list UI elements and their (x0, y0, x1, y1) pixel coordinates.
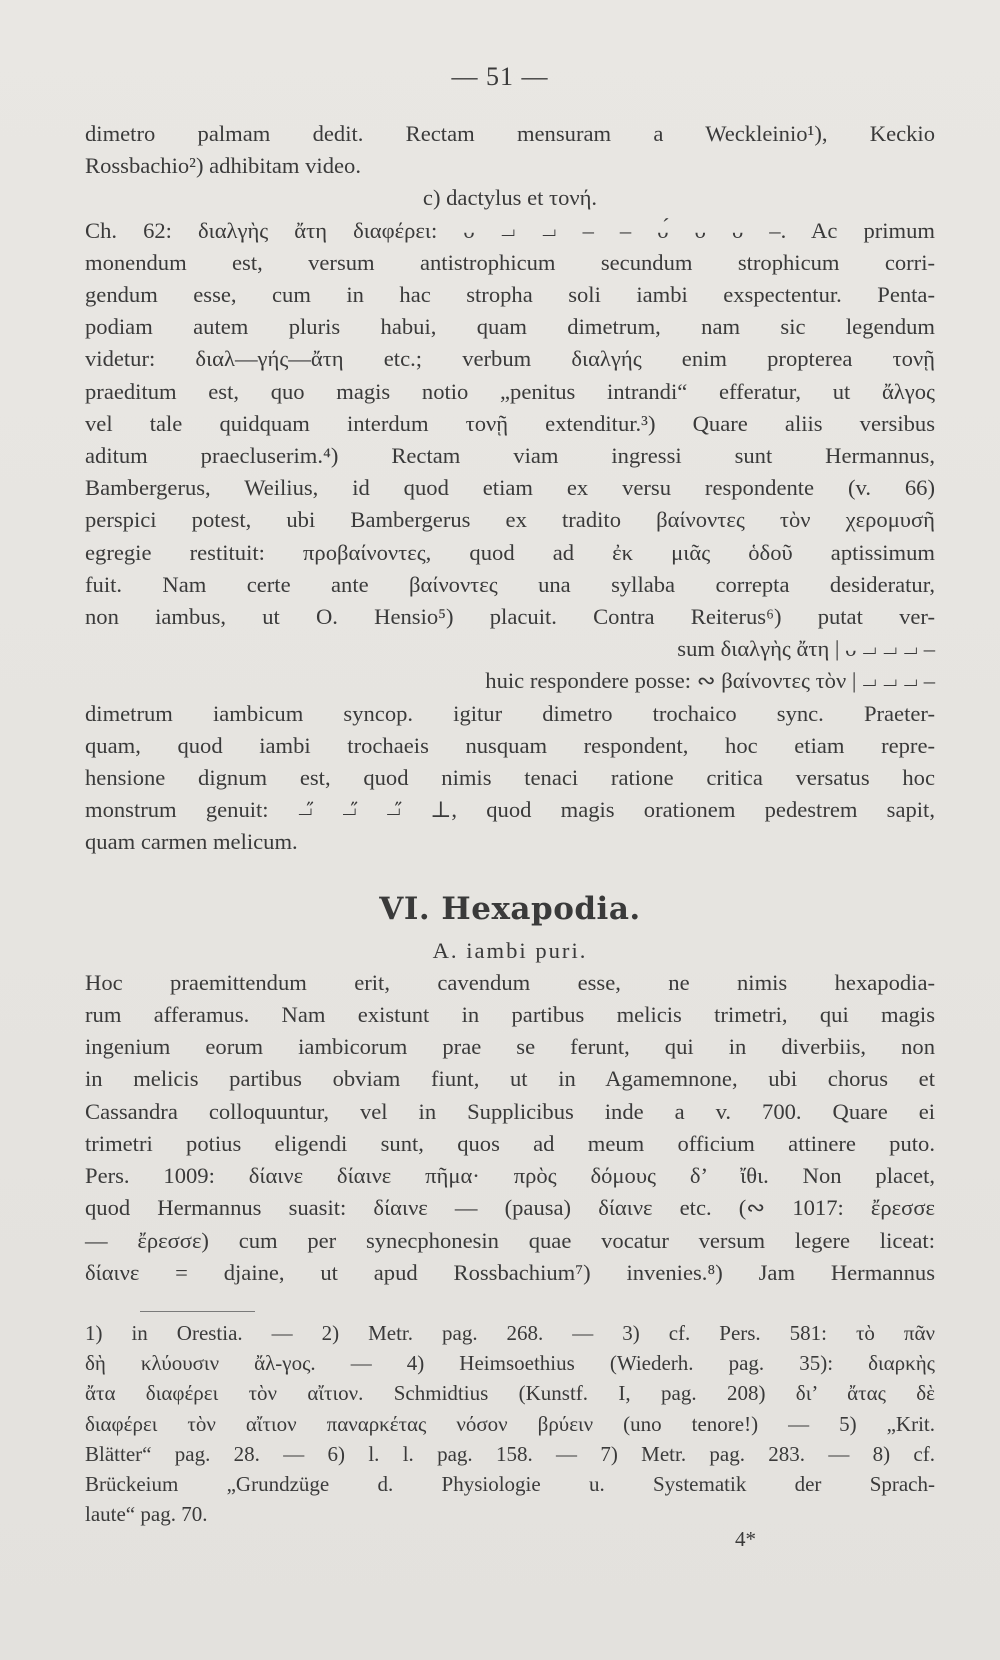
text-line: monstrum genuit: ⏗̋ ⏗̋ ⏗̋ ⊥, quod magis orationem pedestrem sapit, (85, 797, 935, 823)
text-line: ingenium eorum iambicorum prae se ferunt, qui in diverbiis, non (85, 1034, 935, 1060)
footnotes (85, 1318, 935, 1529)
text-line: in melicis partibus obviam fiunt, ut in Agamemnone, ubi chorus et (85, 1066, 935, 1092)
text-line: quam carmen melicum. (85, 829, 298, 855)
footnote-line: διαφέρει τὸν αἴτιον παναρκέτας νόσον βρύειν (uno tenore!) — 5) „Krit. (85, 1411, 935, 1436)
text-line: vel tale quidquam interdum τονῇ extenditur.³) Quare aliis versibus (85, 410, 935, 436)
text-line: Hoc praemittendum erit, cavendum esse, ne nimis hexapodia- (85, 969, 935, 995)
subsection-title: c) dactylus et τονή. (422, 185, 598, 211)
metrical-scheme-line: huic respondere posse: ∾ βαίνοντες τὸν | ⏗ ⏗ ⏗ ‒ (485, 668, 935, 694)
text-line: hensione dignum est, quod nimis tenaci ratione critica versatus hoc (85, 765, 935, 791)
text-line: Ch. 62: διαλγὴς ἄτη διαφέρει: ᴗ ⏗ ⏗ ‒ ‒ ᴗ́ ᴗ ᴗ ‒. Ac primum (85, 217, 935, 243)
text-line: fuit. Nam certe ante βαίνοντες una syllaba correpta desideratur, (85, 571, 935, 597)
page-number: — 51 — (451, 62, 549, 91)
text-line: quod Hermannus suasit: δίαινε — (pausa) δίαινε etc. (∾ 1017: ἔρεσσε (85, 1195, 935, 1221)
text-line: rum afferamus. Nam existunt in partibus melicis trimetri, qui magis (85, 1002, 935, 1028)
footnote-line: δὴ κλύουσιν ἄλ-γος. — 4) Heimsoethius (Wiederh. pag. 35): διαρκὴς (85, 1351, 935, 1376)
text-line: dimetro palmam dedit. Rectam mensuram a Weckleinio¹), Keckio (85, 121, 935, 146)
text-line: Rossbachio²) adhibitam video. (85, 153, 361, 179)
text-line: perspici potest, ubi Bambergerus ex tradito βαίνοντες τὸν χερομυσῆ (85, 507, 935, 533)
text-line: gendum esse, cum in hac stropha soli iambi exspectentur. Penta- (85, 282, 935, 308)
footnote-line: Blätter“ pag. 28. — 6) l. l. pag. 158. — 7) Metr. pag. 283. — 8) cf. (85, 1441, 935, 1466)
text-line: Cassandra colloquuntur, vel in Supplicibus inde a v. 700. Quare ei (85, 1098, 935, 1124)
metrical-scheme-line: sum διαλγὴς ἄτη | ᴗ ⏗ ⏗ ⏗ ‒ (677, 636, 935, 662)
footnote-divider (140, 1311, 255, 1312)
text-line: egregie restituit: προβαίνοντες, quod ad ἐκ μιᾶς ὁδοῦ aptissimum (85, 539, 935, 565)
text-line: podiam autem pluris habui, quam dimetrum, nam sic legendum (85, 314, 935, 340)
footnote-line: laute“ pag. 70. (85, 1502, 208, 1527)
footnote-line: Brückeium „Grundzüge d. Physiologie u. Systematik der Sprach- (85, 1472, 935, 1497)
section-heading: VI. Hexapodia. (379, 890, 641, 927)
text-line: — ἔρεσσε) cum per synecphonesin quae vocatur versum legere liceat: (85, 1227, 935, 1253)
text-line: monendum est, versum antistrophicum secundum strophicum corri- (85, 249, 935, 275)
footnote-line: 1) in Orestia. — 2) Metr. pag. 268. — 3) cf. Pers. 581: τὸ πᾶν (85, 1321, 935, 1345)
text-line: aditum praecluserim.⁴) Rectam viam ingressi sunt Hermannus, (85, 443, 935, 469)
text-line: Pers. 1009: δίαινε δίαινε πῆμα· πρὸς δόμους δ’ ἴθι. Non placet, (85, 1163, 935, 1189)
text-line: dimetrum iambicum syncop. igitur dimetro trochaico sync. Praeter- (85, 700, 935, 726)
text-line: praeditum est, quo magis notio „penitus intrandi“ efferatur, ut ἄλγος (85, 378, 935, 404)
text-line: videtur: διαλ—γής—ἄτη etc.; verbum διαλγής enim propterea τονῇ (85, 346, 935, 372)
text-line: Bambergerus, Weilius, id quod etiam ex versu respondente (v. 66) (85, 475, 935, 501)
text-line: non iambus, ut O. Hensio⁵) placuit. Contra Reiterus⁶) putat ver- (85, 604, 935, 630)
main-text (85, 118, 935, 1289)
footnote-line: ἄτα διαφέρει τὸν αἴτιον. Schmidtius (Kunstf. I, pag. 208) δι’ ἄτας δὲ (85, 1381, 935, 1406)
signature-mark: 4* (735, 1527, 756, 1551)
text-line: quam, quod iambi trochaeis nusquam respondent, hoc etiam repre- (85, 732, 935, 758)
section-subheading: A. iambi puri. (432, 937, 588, 963)
text-line: δίαινε = djaine, ut apud Rossbachium⁷) invenies.⁸) Jam Hermannus (85, 1259, 935, 1285)
text-line: trimetri potius eligendi sunt, quos ad meum officium attinere puto. (85, 1130, 935, 1156)
